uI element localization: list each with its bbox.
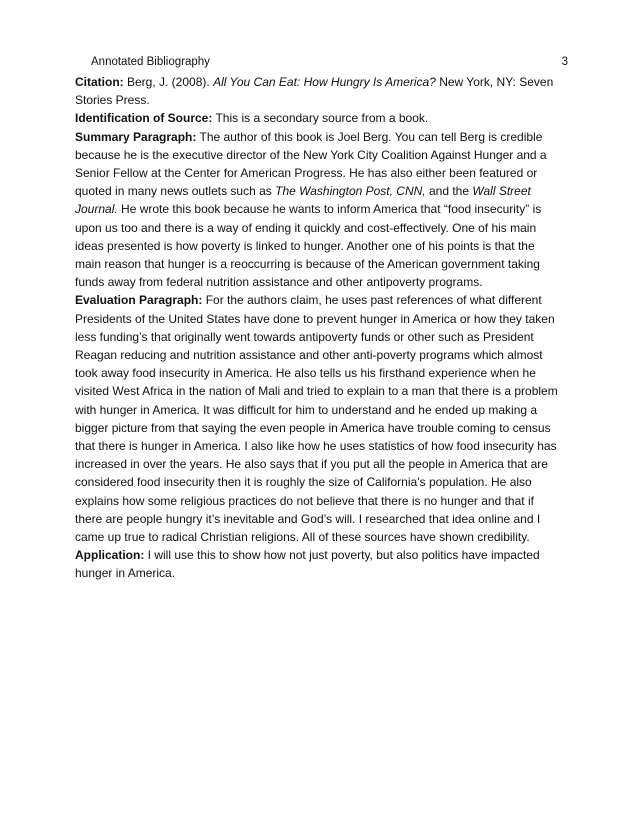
bibliography-entry [75,73,563,583]
evaluation-text: For the authors claim, he uses past references of what different Presidents of the United States have done to prevent hunger in America or how they taken less funding’s that originally went towards antipoverty funds or other such as President Reagan reducing and nutrition assistance and other anti-poverty programs which almost took away food insecurity in America. He also tells us his firsthand experience when he visited West Africa in the nation of Mali and tried to explain to a man that there is a problem with hunger in America. It was difficult for him to understand and he ended up making a bigger picture from that saying the even people in America have trouble coming to census that there is hunger in America. I also like how he uses statistics of how food insecurity has increased in over the years. He also says that if you put all the people in America that are considered food insecurity then it is roughly the size of California’s population. He also explains how some religious practices do not believe that there is no hunger and that if there are people hungry it’s inevitable and God’s will. I researched that idea online and I came up true to radical Christian religions. All of these sources have shown credibility. [75,293,558,545]
evaluation-paragraph [75,291,563,546]
citation-author: Berg, J. (2008). [127,75,210,89]
application-label: Application: [75,548,145,563]
citation-label: Citation: [75,75,124,89]
citation-paragraph [75,73,563,109]
summary-text-part-2: He wrote this book because he wants to inform America that “food insecurity” is upon us too and there is a way of ending it quickly and cost-effectively. One of his main ideas presented is how poverty is linked to hunger. Another one of his points is that the main reason that hunger is a reoccurring is because of the American government taking funds away from federal nutrition assistance and other antipoverty programs. [75,202,542,290]
identification-label: Identification of Source: [75,111,213,126]
summary-outlet-1: The Washington Post, CNN, [275,184,426,199]
application-paragraph [75,546,563,582]
citation-publisher: New York, NY: Seven Stories Press. [75,75,554,108]
evaluation-label: Evaluation Paragraph: [75,293,203,308]
application-text: I will use this to show how not just poverty, but also politics have impacted hunger in America. [75,548,540,581]
summary-label: Summary Paragraph: [75,129,197,144]
summary-text-part-1: The author of this book is Joel Berg. You can tell Berg is credible because he is the executive director of the New York City Coalition Against Hunger and a Senior Fellow at the Center for American Progress. He has also either been featured or quoted in many news outlets such as [75,129,547,199]
citation-book-title: All You Can Eat: How Hungry Is America? [213,75,436,89]
page-number: 3 [561,56,568,68]
summary-outlet-2: Wall Street Journal. [75,184,531,217]
running-head [91,54,568,70]
identification-text: This is a secondary source from a book. [215,111,429,126]
running-head-title: Annotated Bibliography [91,56,210,68]
summary-paragraph [75,128,563,292]
summary-and-the: and the [428,184,470,199]
identification-paragraph [75,109,563,127]
